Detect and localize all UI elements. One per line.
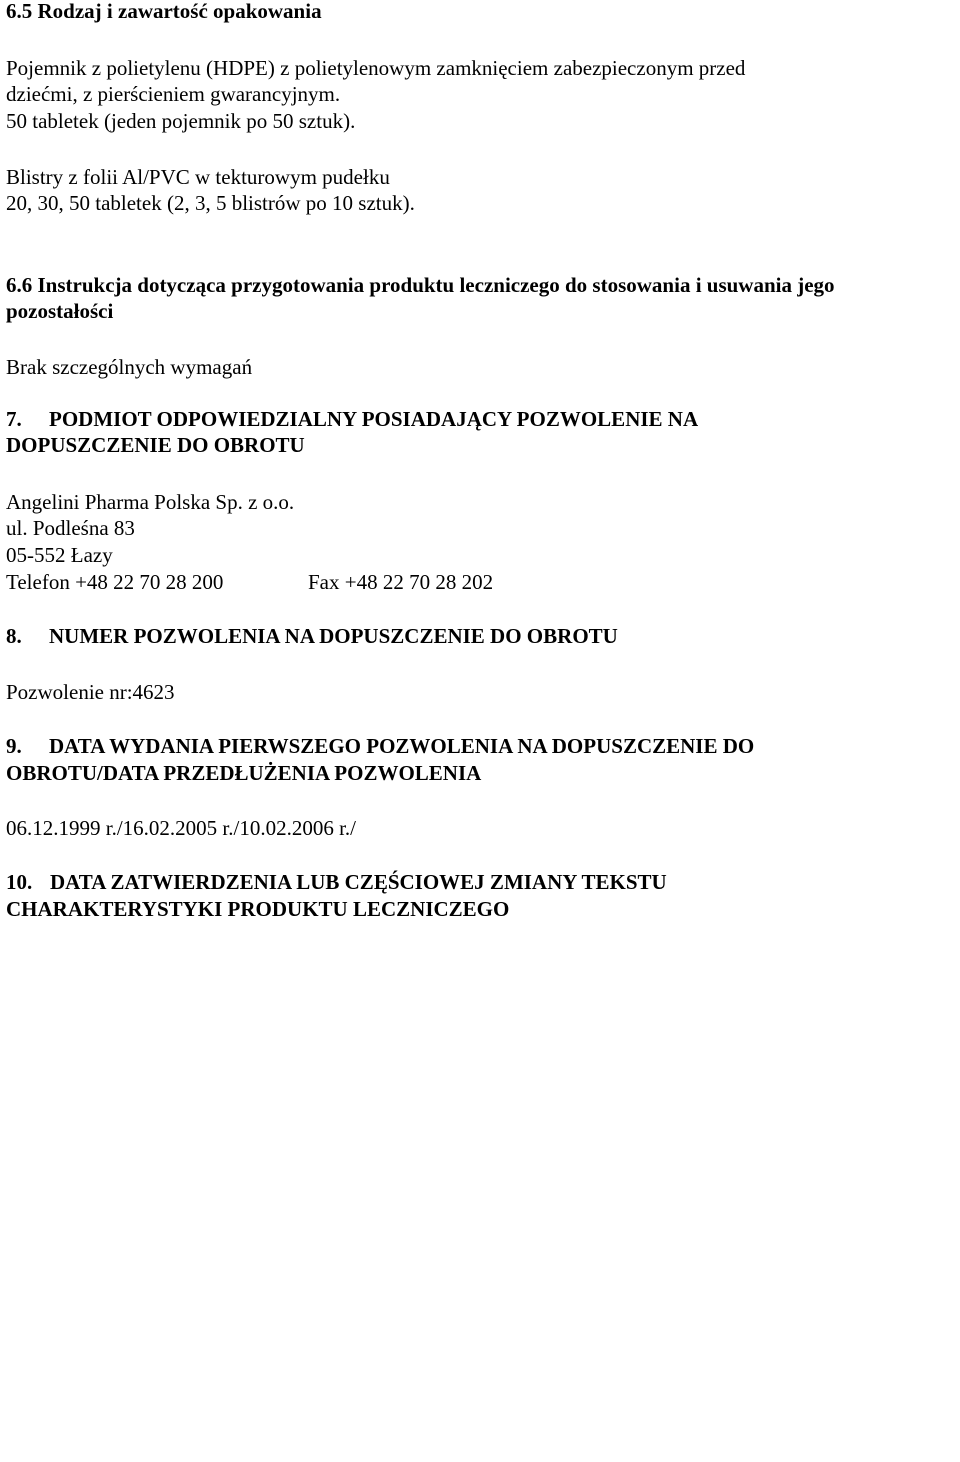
company-street: ul. Podleśna 83 xyxy=(6,516,135,540)
packaging-text-line: Blistry z folii Al/PVC w tekturowym pudełku xyxy=(6,165,390,189)
permit-dates: 06.12.1999 r./16.02.2005 r./10.02.2006 r./ xyxy=(6,816,357,840)
section-8-heading xyxy=(6,623,618,649)
section-8-title: NUMER POZWOLENIA NA DOPUSZCZENIE DO OBROTU xyxy=(49,624,618,648)
packaging-text-line: 20, 30, 50 tabletek (2, 3, 5 blistrów po 10 sztuk). xyxy=(6,191,415,215)
section-7-number: 7. xyxy=(6,407,22,431)
section-10-heading xyxy=(6,869,667,895)
section-8-number: 8. xyxy=(6,624,22,648)
section-7-heading xyxy=(6,406,698,432)
packaging-text-line: 50 tabletek (jeden pojemnik po 50 sztuk). xyxy=(6,109,356,133)
permit-number: Pozwolenie nr:4623 xyxy=(6,680,175,704)
section-7-title: PODMIOT ODPOWIEDZIALNY POSIADAJĄCY POZWOLENIE NA xyxy=(49,407,699,431)
company-fax: Fax +48 22 70 28 202 xyxy=(308,570,494,594)
section-9-number: 9. xyxy=(6,734,22,758)
company-contact xyxy=(6,569,706,595)
section-9-heading-cont: OBROTU/DATA PRZEDŁUŻENIA POZWOLENIA xyxy=(6,761,482,785)
section-9-title: DATA WYDANIA PIERWSZEGO POZWOLENIA NA DOPUSZCZENIE DO xyxy=(49,734,755,758)
section-10-heading-cont: CHARAKTERYSTYKI PRODUKTU LECZNICZEGO xyxy=(6,897,510,921)
section-10-number: 10. xyxy=(6,870,33,894)
packaging-text-line: dziećmi, z pierścieniem gwarancyjnym. xyxy=(6,82,341,106)
section-7-heading-cont: DOPUSZCZENIE DO OBROTU xyxy=(6,433,305,457)
packaging-text-line: Pojemnik z polietylenu (HDPE) z polietylenowym zamknięciem zabezpieczonym przed xyxy=(6,56,746,80)
section-6-5-heading: 6.5 Rodzaj i zawartość opakowania xyxy=(6,0,322,23)
section-6-6-heading: 6.6 Instrukcja dotycząca przygotowania produktu leczniczego do stosowania i usuwania jego xyxy=(6,273,835,297)
section-6-6-body: Brak szczególnych wymagań xyxy=(6,355,253,379)
company-city: 05-552 Łazy xyxy=(6,543,113,567)
section-6-6-heading-cont: pozostałości xyxy=(6,299,114,323)
section-10-title: DATA ZATWIERDZENIA LUB CZĘŚCIOWEJ ZMIANY TEKSTU xyxy=(50,870,667,894)
company-phone: Telefon +48 22 70 28 200 xyxy=(6,570,224,594)
section-9-heading xyxy=(6,733,754,759)
company-name: Angelini Pharma Polska Sp. z o.o. xyxy=(6,490,295,514)
